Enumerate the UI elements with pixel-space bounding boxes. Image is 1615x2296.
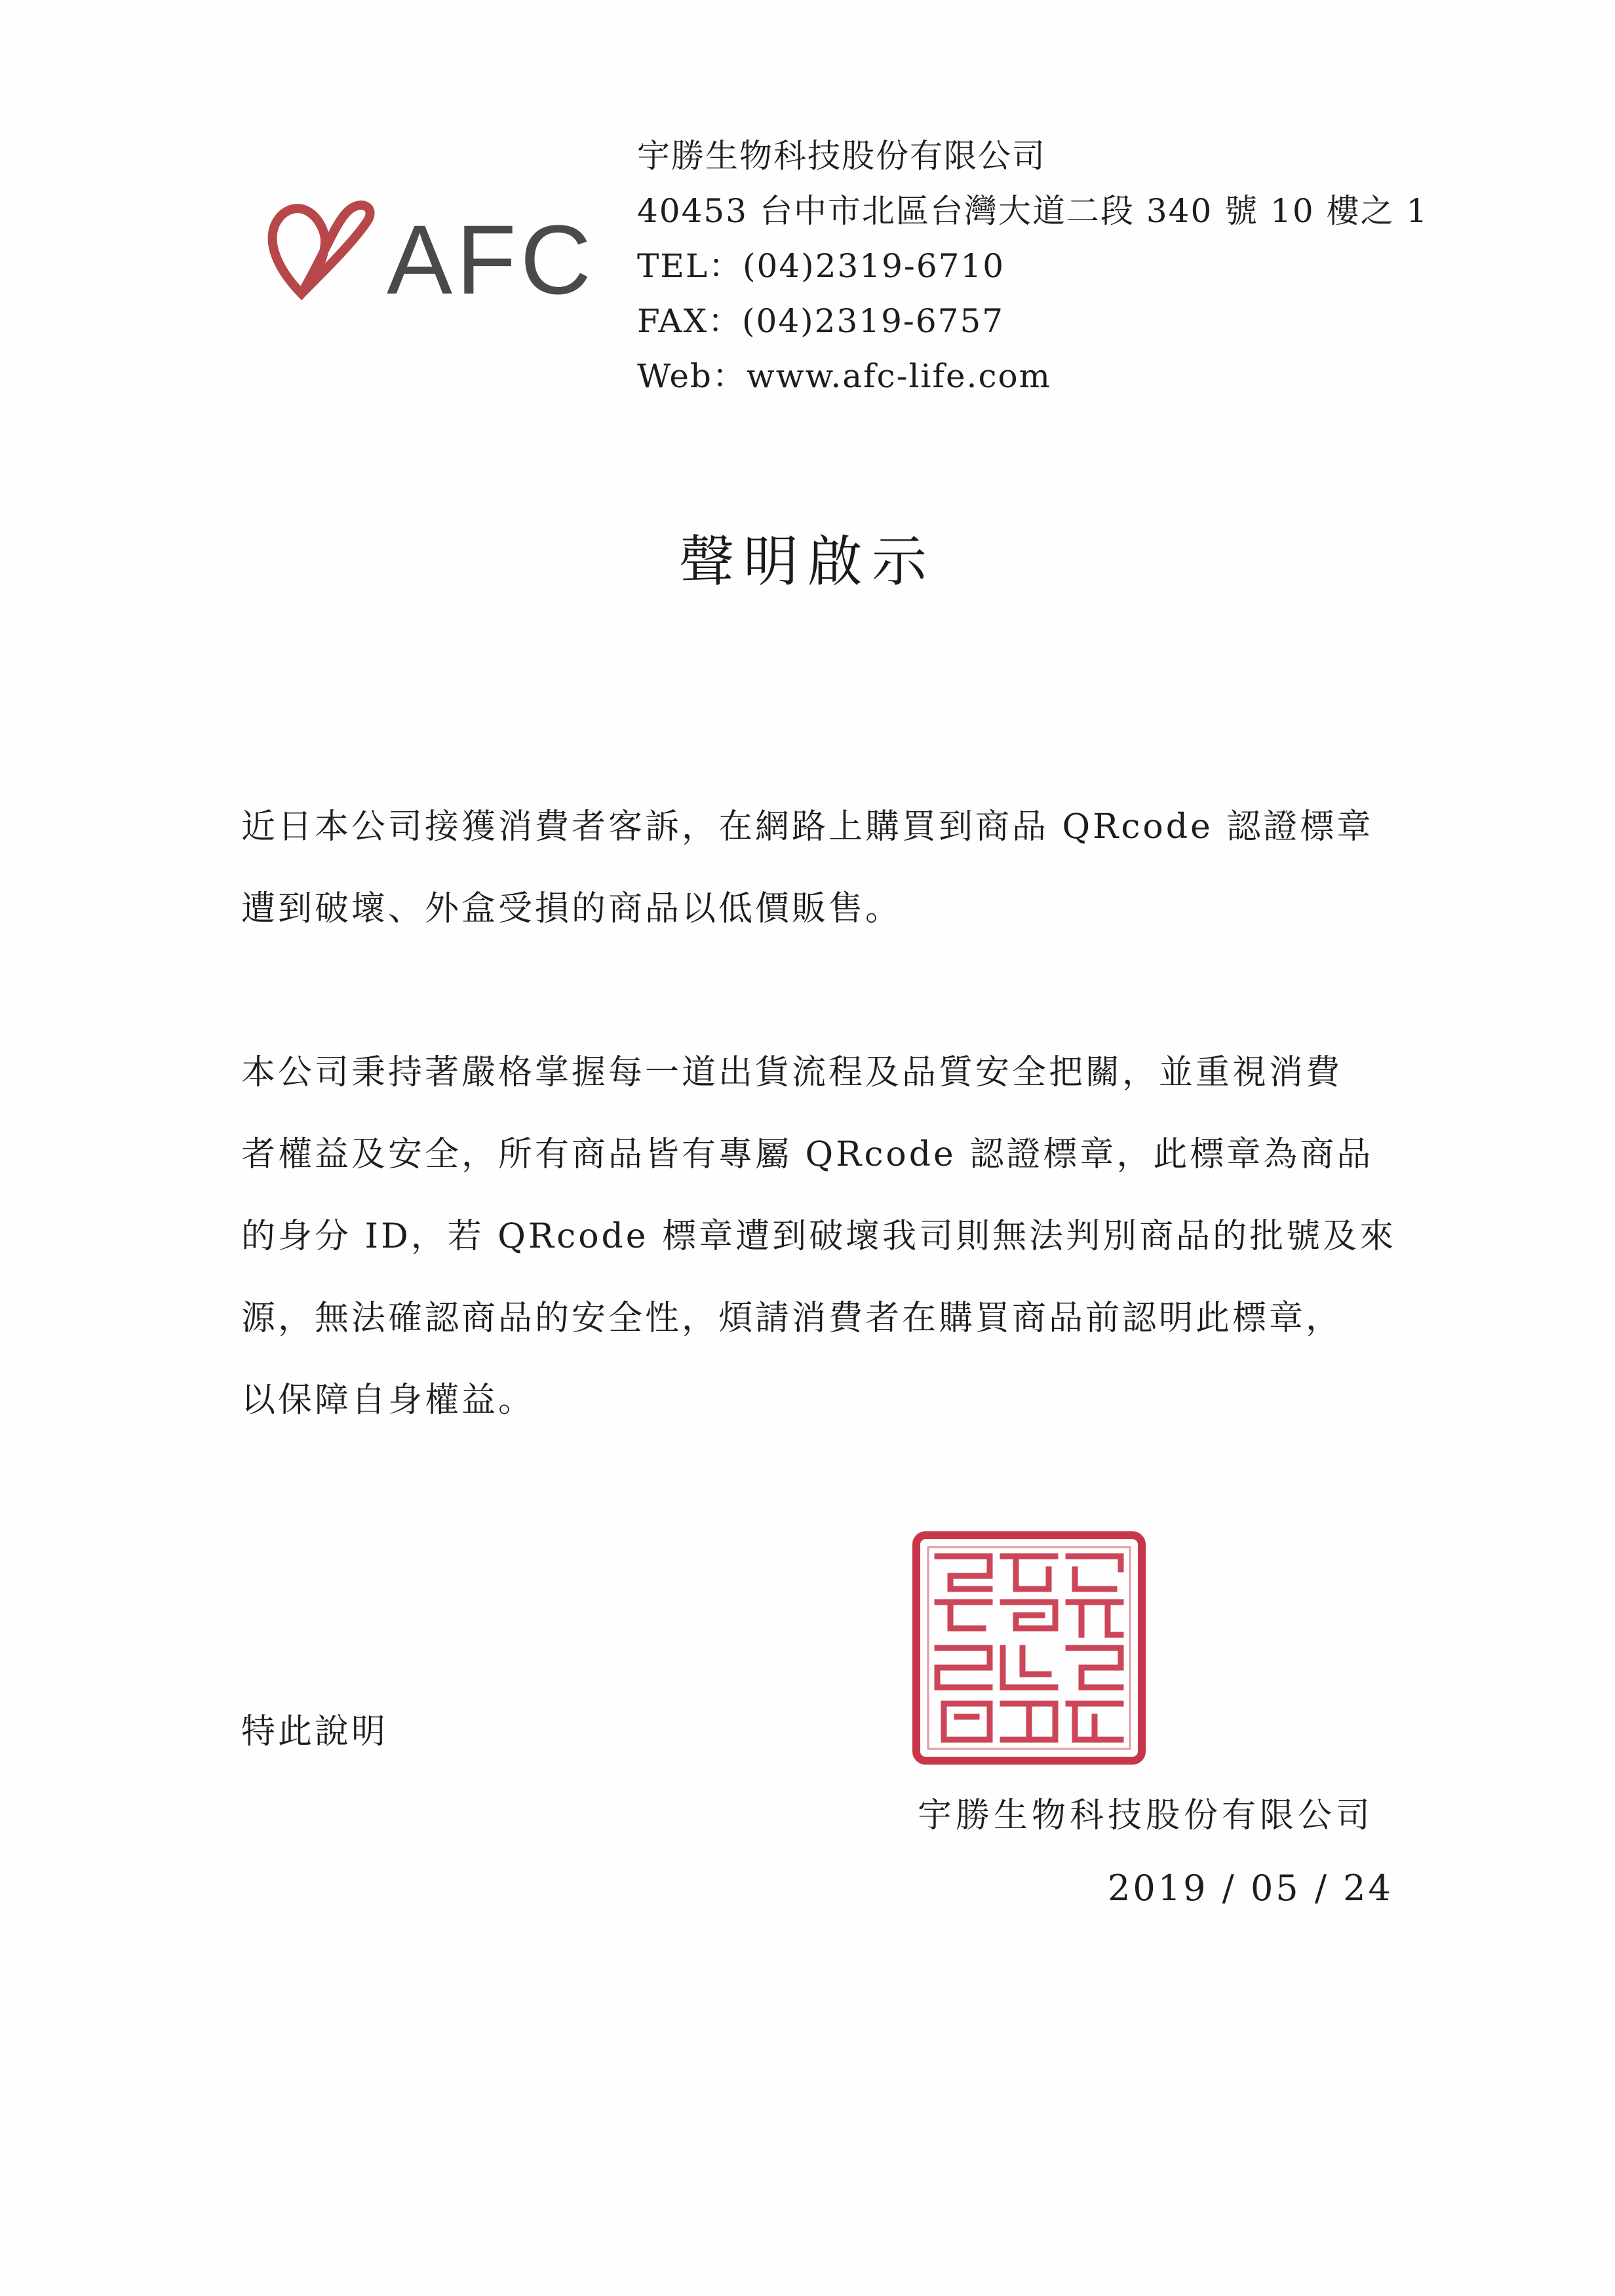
header-fax: FAX：(04)2319-6757	[637, 302, 1005, 340]
heart-ribbon-icon	[262, 195, 596, 307]
header-address: 40453 台中市北區台灣大道二段 340 號 10 樓之 1	[637, 192, 1429, 230]
paragraph-line: 者權益及安全，所有商品皆有專屬 QRcode 認證標章，此標章為商品	[241, 1135, 1374, 1174]
letterhead	[637, 128, 1489, 404]
paragraph-line: 源，無法確認商品的安全性，煩請消費者在購買商品前認明此標章，	[241, 1299, 1343, 1338]
paragraph-line: 的身分 ID，若 QRcode 標章遭到破壞我司則無法判別商品的批號及來	[241, 1217, 1397, 1256]
paragraph-line: 本公司秉持著嚴格掌握每一道出貨流程及品質安全把關，並重視消費	[241, 1053, 1343, 1092]
logo-text: AFC	[387, 204, 595, 307]
paragraph-line: 以保障自身權益。	[241, 1381, 535, 1420]
signature-company: 宇勝生物科技股份有限公司	[918, 1796, 1374, 1835]
document-title: 聲明啟示	[678, 529, 936, 594]
closing-remark: 特此說明	[241, 1712, 389, 1751]
header-tel: TEL：(04)2319-6710	[637, 247, 1005, 285]
company-seal-stamp	[911, 1530, 1147, 1766]
header-company-name: 宇勝生物科技股份有限公司	[637, 137, 1046, 175]
paragraph-complaint	[241, 786, 1375, 950]
signature-date: 2019 / 05 / 24	[1108, 1867, 1393, 1909]
paragraph-policy	[241, 1032, 1397, 1442]
company-logo	[262, 195, 596, 307]
paragraph-line: 近日本公司接獲消費者客訴，在網路上購買到商品 QRcode 認證標章	[241, 807, 1374, 847]
paragraph-line: 遭到破壞、外盒受損的商品以低價販售。	[241, 889, 903, 928]
header-web: Web：www.afc-life.com	[637, 357, 1051, 395]
